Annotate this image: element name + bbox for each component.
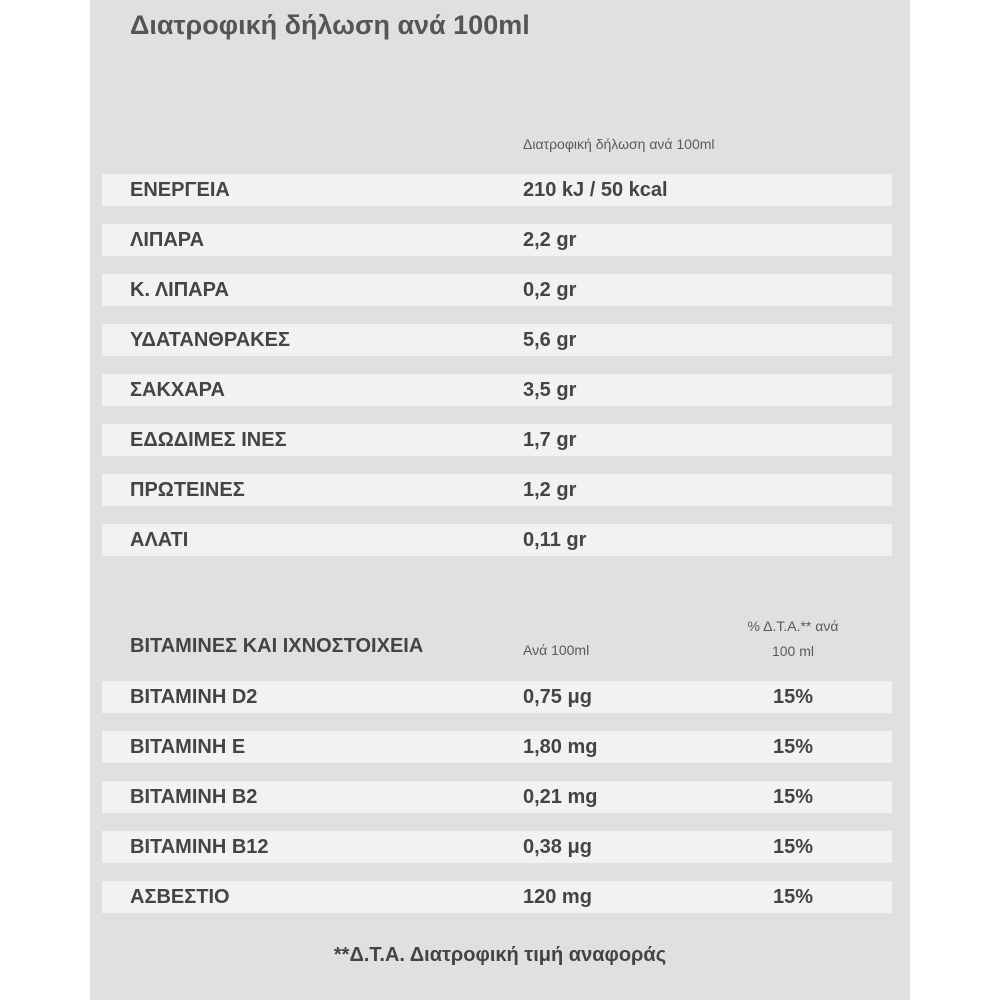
rda-header-line-1: % Δ.Τ.Α.** ανά (747, 618, 839, 634)
rda-header-line-2: 100 ml (771, 643, 815, 659)
per-100ml-column-header: Ανά 100ml (523, 642, 590, 658)
footnote: **Δ.Τ.Α. Διατροφική τιμή αναφοράς (333, 944, 667, 966)
vitamin-value: 120 mg (523, 886, 592, 908)
nutrient-value: 1,2 gr (523, 479, 577, 501)
vitamin-rda-percent: 15% (772, 686, 814, 708)
vitamin-value: 0,21 mg (523, 786, 598, 808)
vitamin-rda-percent: 15% (772, 886, 814, 908)
nutrient-value: 210 kJ / 50 kcal (523, 179, 668, 201)
page-title: Διατροφική δήλωση ανά 100ml (130, 10, 530, 40)
nutrient-label: ΛΙΠΑΡΑ (130, 229, 205, 251)
vitamin-value: 0,38 μg (523, 836, 592, 858)
nutrient-value: 1,7 gr (523, 429, 577, 451)
nutrient-label: ΠΡΩΤΕΙΝΕΣ (130, 479, 245, 501)
vitamin-value: 0,75 μg (523, 686, 592, 708)
vitamins-header: ΒΙΤΑΜΙΝΕΣ ΚΑΙ ΙΧΝΟΣΤΟΙΧΕΙΑ (130, 635, 424, 657)
vitamin-label: ΒΙΤΑΜΙΝΗ Ε (130, 736, 246, 758)
nutrient-value: 2,2 gr (523, 229, 577, 251)
nutrition-column-header: Διατροφική δήλωση ανά 100ml (523, 136, 715, 152)
vitamin-label: ΒΙΤΑΜΙΝΗ D2 (130, 686, 258, 708)
nutrient-label: ΣΑΚΧΑΡΑ (130, 379, 225, 401)
vitamin-label: ΑΣΒΕΣΤΙΟ (130, 886, 230, 908)
nutrient-label: Κ. ΛΙΠΑΡΑ (130, 279, 229, 301)
nutrient-label: ΕΝΕΡΓΕΙΑ (130, 179, 230, 201)
nutrient-value: 5,6 gr (523, 329, 577, 351)
nutrient-label: ΑΛΑΤΙ (130, 529, 189, 551)
nutrient-value: 0,2 gr (523, 279, 577, 301)
table-row (102, 524, 892, 556)
vitamin-label: ΒΙΤΑΜΙΝΗ Β12 (130, 836, 269, 858)
nutrient-label: ΕΔΩΔΙΜΕΣ ΙΝΕΣ (130, 429, 287, 451)
vitamin-rda-percent: 15% (772, 836, 814, 858)
rda-percent-column-header (713, 614, 873, 664)
vitamin-label: ΒΙΤΑΜΙΝΗ Β2 (130, 786, 258, 808)
nutrient-value: 0,11 gr (523, 529, 587, 551)
vitamin-rda-percent: 15% (772, 786, 814, 808)
vitamin-value: 1,80 mg (523, 736, 598, 758)
nutrient-value: 3,5 gr (523, 379, 577, 401)
table-row (102, 224, 892, 256)
nutrient-label: ΥΔΑΤΑΝΘΡΑΚΕΣ (130, 329, 290, 351)
vitamin-rda-percent: 15% (772, 736, 814, 758)
